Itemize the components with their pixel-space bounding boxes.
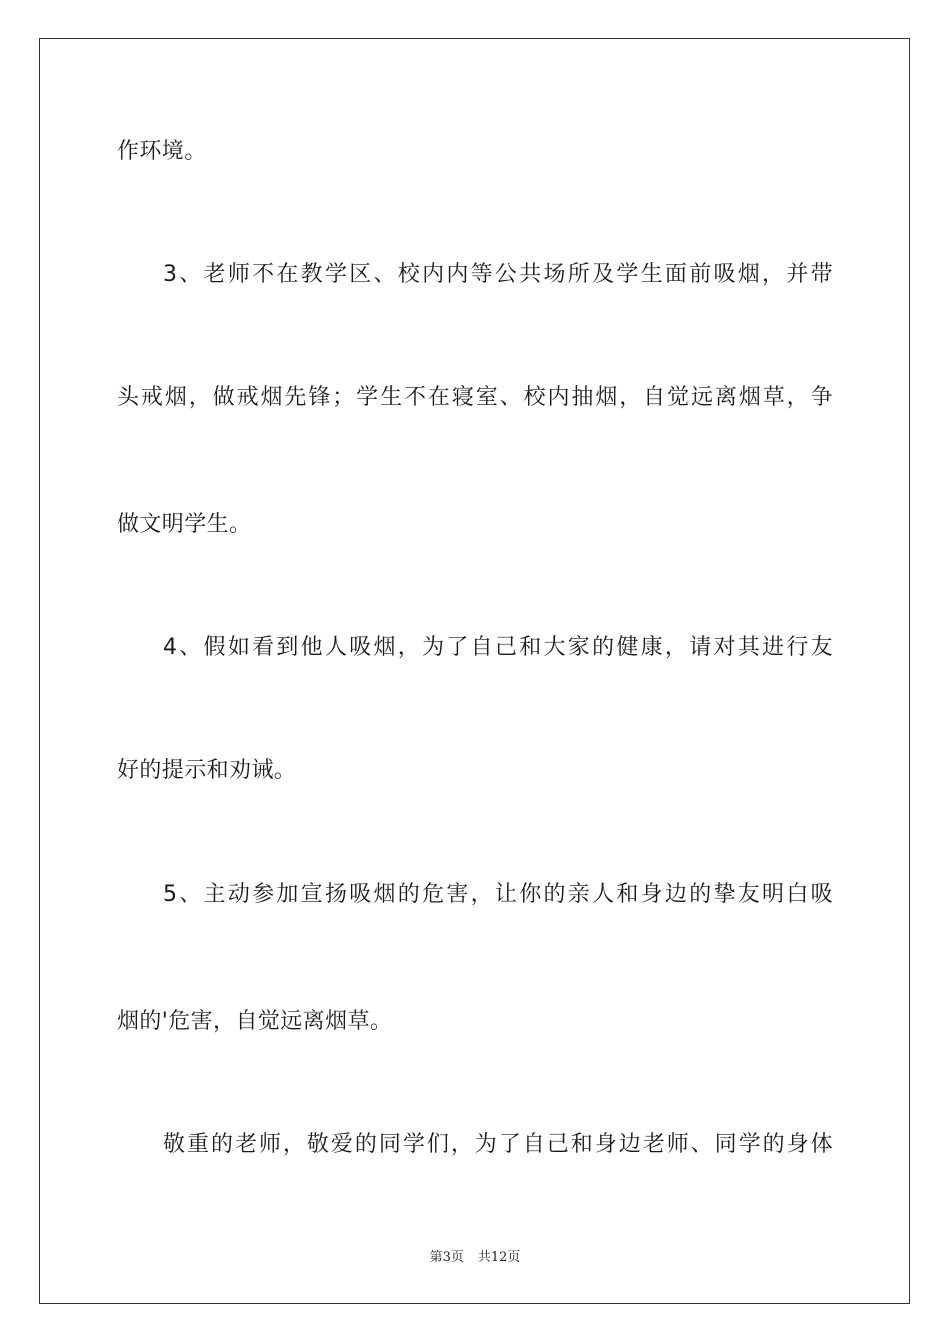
page-border <box>39 38 910 1304</box>
text-line: 好的提示和劝诫。 <box>117 758 297 783</box>
text-line: 4、假如看到他人吸烟，为了自己和大家的健康，请对其进行友 <box>163 635 833 660</box>
text-line: 5、主动参加宣扬吸烟的危害，让你的亲人和身边的挚友明白吸 <box>163 882 833 907</box>
text-line: 头戒烟，做戒烟先锋；学生不在寝室、校内抽烟，自觉远离烟草，争 <box>117 385 833 410</box>
text-line: 敬重的老师，敬爱的同学们，为了自己和身边老师、同学的身体 <box>163 1132 833 1157</box>
text-line: 做文明学生。 <box>117 512 252 537</box>
page-number: 第3页 <box>429 1250 464 1265</box>
page-total: 共12页 <box>477 1250 521 1265</box>
text-line: 烟的'危害，自觉远离烟草。 <box>117 1009 393 1034</box>
text-line: 作环境。 <box>117 139 207 164</box>
page-footer <box>0 1246 950 1265</box>
text-line: 3、老师不在教学区、校内内等公共场所及学生面前吸烟，并带 <box>163 262 833 287</box>
